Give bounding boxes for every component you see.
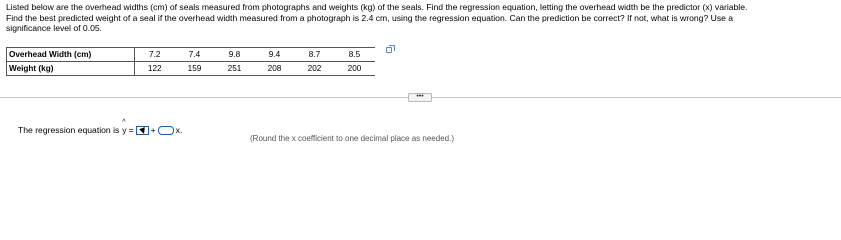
answer-line — [18, 125, 182, 135]
table-cell: 251 — [215, 62, 255, 76]
table-cell: 202 — [295, 62, 335, 76]
table-cell: 9.8 — [215, 48, 255, 62]
table-cell: 9.4 — [255, 48, 295, 62]
table-row — [7, 48, 375, 62]
table-cell: 208 — [255, 62, 295, 76]
data-table — [6, 47, 375, 76]
plus-sign: + — [150, 125, 156, 135]
table-cell: 8.5 — [335, 48, 375, 62]
table-cell: 159 — [175, 62, 215, 76]
row-header-width: Overhead Width (cm) — [7, 48, 135, 62]
table-row — [7, 62, 375, 76]
more-options-button[interactable]: ••• — [408, 93, 432, 102]
pointer-cursor-icon — [139, 127, 147, 135]
table-cell: 122 — [135, 62, 175, 76]
table-cell: 7.4 — [175, 48, 215, 62]
problem-line-3: significance level of 0.05. — [6, 23, 103, 34]
rounding-hint: (Round the x coefficient to one decimal place as needed.) — [250, 134, 454, 143]
equals-sign: = — [128, 125, 134, 135]
answer-prefix: The regression equation is — [18, 125, 120, 135]
intercept-input[interactable] — [136, 126, 149, 135]
y-hat-symbol: ^ y — [122, 125, 126, 135]
row-header-weight: Weight (kg) — [7, 62, 135, 76]
slope-input[interactable] — [158, 126, 174, 135]
table-cell: 200 — [335, 62, 375, 76]
table-cell: 8.7 — [295, 48, 335, 62]
problem-line-1: Listed below are the overhead widths (cm) of seals measured from photographs and weights (kg) of the seals. Find the regression equation, letting the overhead width be the predictor (x) variable. — [6, 2, 748, 12]
table-cell: 7.2 — [135, 48, 175, 62]
copy-data-icon[interactable] — [386, 47, 392, 53]
problem-statement — [6, 2, 838, 34]
answer-suffix: x. — [175, 125, 183, 135]
problem-line-2: Find the best predicted weight of a seal if the overhead width measured from a photograph is 2.4 cm, using the regression equation. Can the prediction be correct? If not, what is wrong? Use a — [6, 12, 734, 23]
